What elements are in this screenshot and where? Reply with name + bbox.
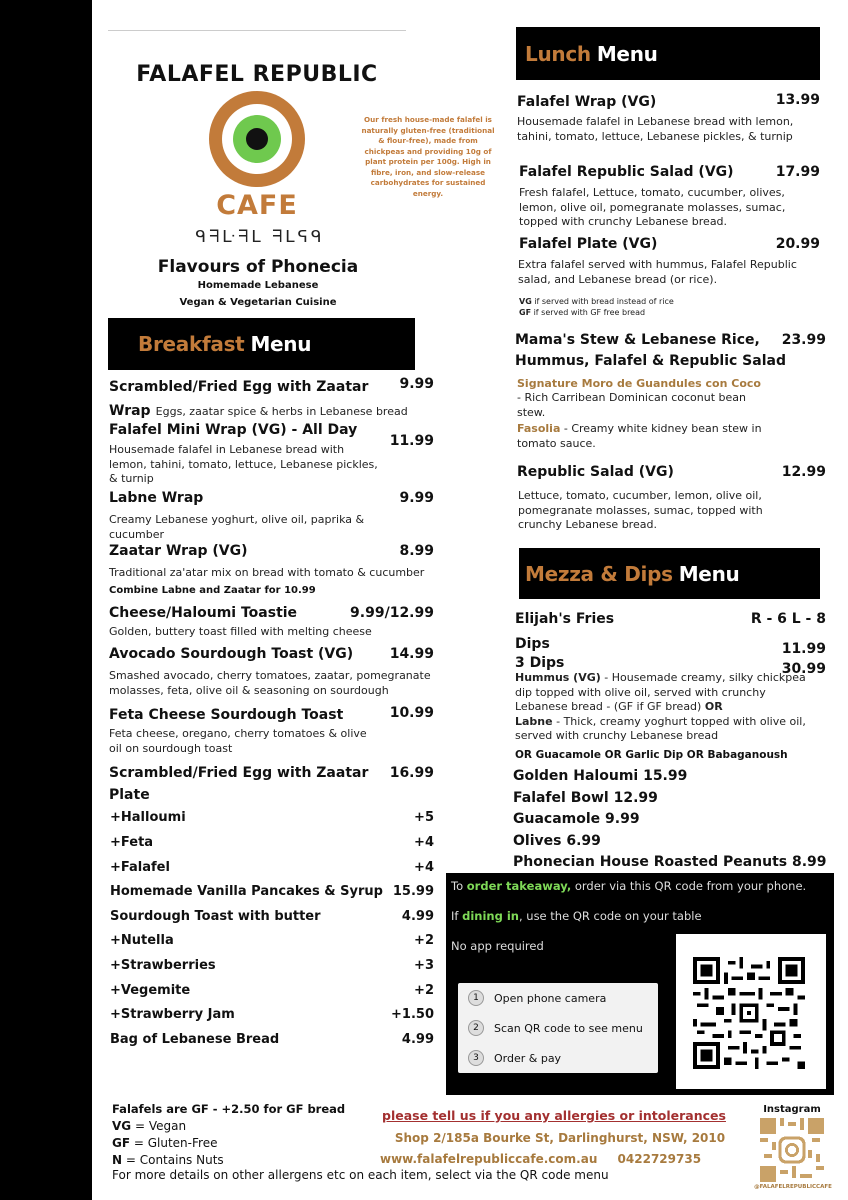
qr-code-icon [693,957,805,1069]
lunch-item-desc: Housemade falafel in Lebanese bread with lemon, tahini, tomato, lettuce, Lebanese pickles, & turnip [517,115,794,143]
qr-line1-pre: To [451,879,467,893]
addon-price: +4 [414,860,434,875]
mezza-item: Guacamole 9.99 [513,811,640,827]
stew-name: Mama's Stew & Lebanese Rice, [515,332,760,348]
legend-vg [112,1118,382,1135]
gf-note-text: if served with GF free bread [531,308,646,317]
breakfast-item-price: 14.99 [389,646,434,662]
lunch-item-name: Falafel Wrap (VG) [517,94,657,110]
lunch-item-name: Falafel Plate (VG) [519,236,658,252]
combine-offer: Combine Labne and Zaatar for 10.99 [109,585,316,596]
instagram-label: Instagram [763,1104,821,1115]
step-label: Order & pay [494,1051,562,1065]
qr-no-app: No app required [451,939,544,953]
breakfast-item-price: 9.99 [399,376,434,392]
addon-price: +2 [414,933,434,948]
gf-note-label: GF [519,308,532,317]
order-qr-code[interactable] [676,934,826,1089]
legend-block [112,1101,382,1169]
mezza-title-rest: Menu [678,561,740,586]
breakfast-item-row [109,400,408,420]
breakfast-item-name: Scrambled/Fried Egg with Zaatar [109,765,369,781]
fries-price: R - 6 L - 8 [750,611,826,627]
lunch-item-price: 13.99 [775,92,820,108]
breakfast-title-rest: Menu [250,332,312,356]
qr-step [468,990,606,1006]
dips-name: Dips [515,636,550,652]
breakfast-item-name: Labne Wrap [109,490,204,506]
step-number: 2 [468,1020,484,1036]
step-number: 1 [468,990,484,1006]
left-black-bar [0,0,92,1200]
stew-price: 23.99 [781,332,826,348]
dips-price: 11.99 [781,641,826,657]
breakfast-item-name: Avocado Sourdough Toast (VG) [109,646,354,662]
mezza-item: Falafel Bowl 12.99 [513,790,658,806]
instagram-handle: @FALAFELREPUBLICCAFE [754,1184,832,1190]
three-dips-name: 3 Dips [515,655,565,671]
gf-bread-note: Falafels are GF - +2.50 for GF bread [112,1102,346,1116]
vg-note-label: VG [519,297,532,306]
dips-description [515,671,815,744]
qr-line-dining [451,909,702,923]
qr-line1-highlight: order takeaway, [466,879,572,893]
mezza-menu-banner [519,548,820,599]
lunch-item-desc: Fresh falafel, Lettuce, tomato, cucumber, olives, lemon, olive oil, pomegranate molasses, sumac, topped with crunchy Lebanese bread. [519,186,786,228]
breakfast-item-desc: Feta cheese, oregano, cherry tomatoes & olive oil on sourdough toast [109,727,367,755]
addon-name: +Nutella [110,933,174,948]
qr-line1-post: order via this QR code from your phone. [571,879,807,893]
addon-name: Sourdough Toast with butter [110,909,321,924]
stew-option-2-desc: - Creamy white kidney bean stew in tomato sauce. [517,422,762,450]
addon-name: Bag of Lebanese Bread [110,1032,280,1047]
addon-name: +Halloumi [110,810,186,825]
qr-line2-highlight: dining in [462,909,519,923]
republic-salad-desc: Lettuce, tomato, cucumber, lemon, olive oil, pomegranate molasses, sumac, topped with crunchy Lebanese bread. [518,489,763,531]
addon-name: +Strawberries [110,958,216,973]
stew-option-1-desc: - Rich Carribean Dominican coconut bean stew. [517,391,746,419]
phoenician-script: ᑫᖷᒷᖷᒪ ᖷᒪᕋᑫ [195,227,325,247]
eye-logo-pupil [246,128,268,150]
allergy-warning: please tell us if you any allergies or intolerances [382,1108,726,1123]
stew-option-2-title: Fasolia [517,422,561,435]
lunch-title-rest: Menu [596,41,658,66]
mezza-title-accent: Mezza & Dips [525,561,673,586]
fries-name: Elijah's Fries [515,611,615,627]
labne-label: Labne [515,714,553,728]
breakfast-item-name: Cheese/Haloumi Toastie [109,605,298,621]
legend-n [112,1152,382,1169]
legend-n-label: N [112,1153,123,1167]
tagline: Flavours of Phonecia [157,257,359,277]
breakfast-item-desc: Creamy Lebanese yoghurt, olive oil, paprika & cucumber [109,513,365,541]
qr-line2-post: , use the QR code on your table [518,909,702,923]
falafel-promo-text: Our fresh house-made falafel is naturally gluten-free (traditional & flour-free), made from chickpeas and providing 10g of plant protein per 100g. High in fibre, iron, and slow-release carbohydrates for sustained energy. [361,115,495,198]
instagram-qr-icon[interactable] [760,1118,824,1182]
lunch-item-desc: Extra falafel served with hummus, Falafel Republic salad, and Lebanese bread (or rice). [518,258,797,286]
breakfast-item-price: 11.99 [389,433,434,449]
hummus-desc: - Housemade creamy, silky chickpea dip topped with olive oil, served with crunchy Lebanese bread - (GF if GF bread) [515,671,806,713]
addon-price: +3 [414,958,434,973]
legend-n-text: = Contains Nuts [122,1153,224,1167]
stew-name-cont: Hummus, Falafel & Republic Salad [515,353,786,369]
addon-price: +2 [414,983,434,998]
addon-price: 4.99 [401,909,434,924]
breakfast-menu-banner [108,318,415,370]
legend-gf-text: = Gluten-Free [130,1136,218,1150]
labne-desc: - Thick, creamy yoghurt topped with olive oil, served with crunchy Lebanese bread [515,714,806,742]
stew-option-1-title: Signature Moro de Guandules con Coco [517,377,761,390]
breakfast-item-name: Zaatar Wrap (VG) [109,543,248,559]
step-number: 3 [468,1050,484,1066]
lunch-item-name: Falafel Republic Salad (VG) [519,164,734,180]
or-label: OR [704,700,723,713]
breakfast-item-price: 10.99 [389,705,434,721]
addon-price: 4.99 [401,1032,434,1047]
qr-step [468,1020,643,1036]
hummus-label: Hummus (VG) [515,671,601,684]
lunch-menu-banner [516,27,820,80]
brand-title: FALAFEL REPUBLIC [136,62,378,87]
addon-name: +Strawberry Jam [110,1007,235,1022]
addon-price: +5 [414,810,434,825]
vg-note-text: if served with bread instead of rice [531,297,674,306]
addon-name: +Feta [110,835,154,850]
legend-vg-label: VG [112,1119,132,1133]
addon-price: +1.50 [391,1007,434,1022]
breakfast-item-desc: Golden, buttery toast filled with melting cheese [109,625,372,638]
lunch-item-price: 17.99 [775,164,820,180]
website-link[interactable]: www.falafelrepubliccafe.com.au [380,1152,598,1166]
lunch-item-price: 20.99 [775,236,820,252]
qr-steps-box [458,983,658,1073]
breakfast-item-desc: Housemade falafel in Lebanese bread with lemon, tahini, tomato, lettuce, Lebanese pickles, & turnip [109,443,378,485]
mezza-item: Phonecian House Roasted Peanuts 8.99 [513,854,827,870]
contact-line [380,1152,740,1166]
breakfast-item-name-cont: Plate [109,787,150,803]
addon-name: Homemade Vanilla Pancakes & Syrup [110,884,383,899]
vg-note [519,297,674,306]
legend-gf-label: GF [112,1136,131,1150]
breakfast-item-desc: Traditional za'atar mix on bread with tomato & cucumber [109,566,425,579]
three-dips-price: 30.99 [781,661,826,677]
addon-name: +Vegemite [110,983,191,998]
breakfast-item-desc: Smashed avocado, cherry tomatoes, zaatar, pomegranate molasses, feta, olive oil & seasoning on sourdough [109,669,431,697]
breakfast-item-name: Falafel Mini Wrap (VG) - All Day [109,422,358,438]
breakfast-item-price: 9.99/12.99 [350,605,434,621]
qr-line2-pre: If [451,909,463,923]
breakfast-item-desc: Eggs, zaatar spice & herbs in Lebanese bread [155,405,408,418]
top-divider [108,30,406,31]
addon-price: 15.99 [392,884,434,899]
qr-line-takeaway [451,879,806,893]
gf-note [519,308,645,317]
allergen-details-note: For more details on other allergens etc on each item, select via the QR code menu [112,1168,609,1182]
step-label: Scan QR code to see menu [494,1021,643,1035]
lunch-title-accent: Lunch [525,41,591,66]
addon-price: +4 [414,835,434,850]
subtitle-homemade: Homemade Lebanese [197,280,319,291]
breakfast-item-name: Scrambled/Fried Egg with Zaatar [109,379,369,395]
subtitle-cuisine: Vegan & Vegetarian Cuisine [179,297,337,308]
stew-option-2 [517,422,787,451]
addon-name: +Falafel [110,860,170,875]
cafe-wordmark: CAFE [216,190,298,221]
breakfast-item-price: 16.99 [389,765,434,781]
breakfast-item-price: 9.99 [399,490,434,506]
legend-gf [112,1135,382,1152]
republic-salad-price: 12.99 [781,464,826,480]
breakfast-title-accent: Breakfast [138,332,245,356]
address: Shop 2/185a Bourke St, Darlinghurst, NSW, 2010 [394,1131,726,1145]
qr-step [468,1050,561,1066]
breakfast-item-name-cont: Wrap [109,403,151,419]
legend-vg-text: = Vegan [131,1119,187,1133]
breakfast-item-name: Feta Cheese Sourdough Toast [109,707,344,723]
mezza-item: Olives 6.99 [513,833,601,849]
phone-number[interactable]: 0422729735 [617,1152,702,1166]
mezza-item: Golden Haloumi 15.99 [513,768,688,784]
republic-salad-name: Republic Salad (VG) [517,464,674,480]
breakfast-item-price: 8.99 [399,543,434,559]
dip-alternatives: OR Guacamole OR Garlic Dip OR Babaganoush [515,749,788,761]
step-label: Open phone camera [494,991,607,1005]
